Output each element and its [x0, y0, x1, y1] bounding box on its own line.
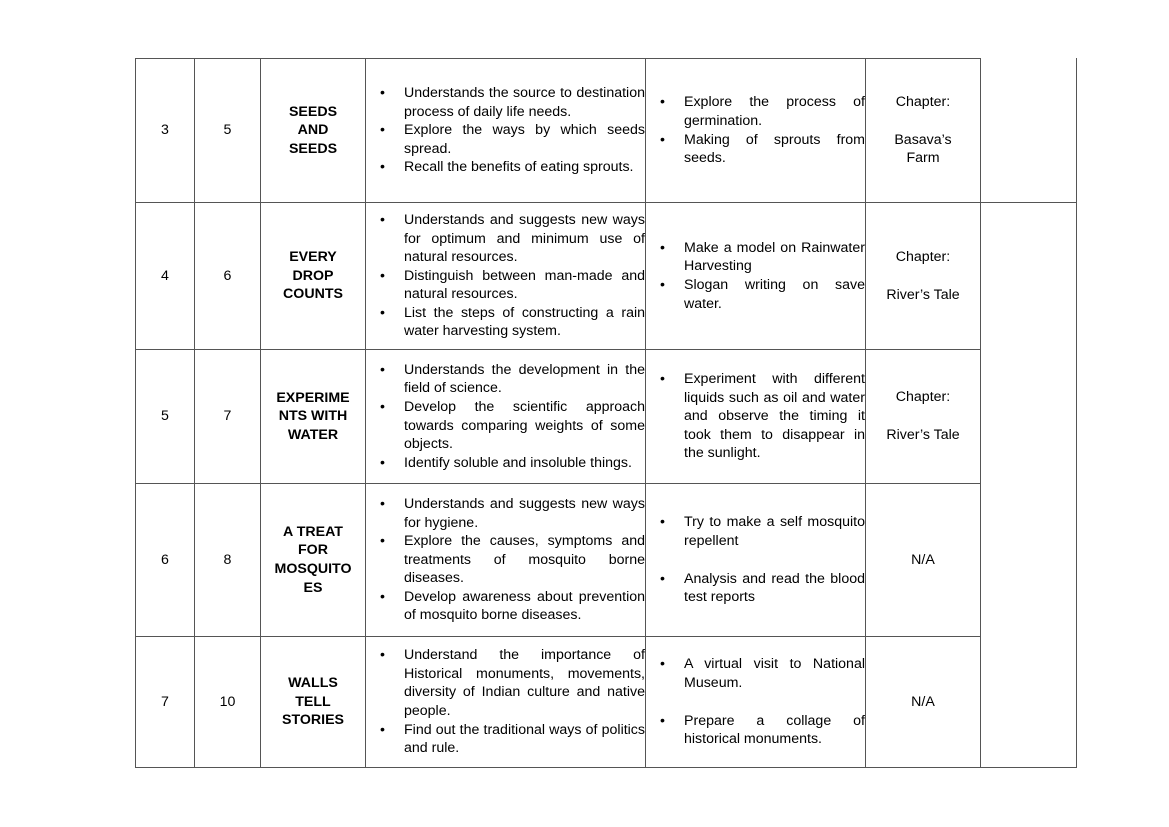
- table-row: [136, 350, 1077, 484]
- integration-cell: [866, 203, 981, 350]
- serial-number-cell: 7: [136, 637, 195, 768]
- learning-outcomes-cell: [366, 203, 646, 350]
- integration-value: River’s Tale: [886, 286, 960, 303]
- learning-outcomes-cell: [366, 59, 646, 203]
- table-row: [136, 203, 1077, 350]
- theme-cell: EVERY DROP COUNTS: [261, 203, 366, 350]
- activities-list: [646, 239, 865, 313]
- activities-list: [646, 93, 865, 167]
- theme-cell: WALLS TELL STORIES: [261, 637, 366, 768]
- serial-number-cell: 4: [136, 203, 195, 350]
- list-item: • Understands and suggests new ways for hygiene.: [366, 495, 645, 532]
- learning-outcomes-list: [366, 84, 645, 177]
- theme-cell: A TREAT FOR MOSQUITO ES: [261, 484, 366, 637]
- list-item: • Find out the traditional ways of politics and rule.: [366, 721, 645, 758]
- learning-outcomes-cell: [366, 484, 646, 637]
- activities-list: [646, 513, 865, 606]
- table-row: [136, 637, 1077, 768]
- blank-cell: [981, 203, 1077, 350]
- list-item: • List the steps of constructing a rain water harvesting system.: [366, 304, 645, 341]
- list-item: • Slogan writing on save water.: [646, 276, 865, 313]
- list-item: • Experiment with different liquids such as oil and water and observe the timing it took them to disappear in the sunlight.: [646, 370, 865, 463]
- integration-value: N/A: [911, 551, 935, 568]
- activities-cell: [646, 484, 866, 637]
- list-item: • Understands the development in the field of science.: [366, 361, 645, 398]
- serial-number-cell: 3: [136, 59, 195, 203]
- lesson-number-cell: 8: [195, 484, 261, 637]
- list-item: • Explore the ways by which seeds spread.: [366, 121, 645, 158]
- integration-label: Chapter:: [895, 94, 951, 111]
- list-item: • Recall the benefits of eating sprouts.: [366, 158, 645, 177]
- list-item: • Explore the process of germination.: [646, 93, 865, 130]
- serial-number-cell: 5: [136, 350, 195, 484]
- list-item: • Understands and suggests new ways for optimum and minimum use of natural resources.: [366, 211, 645, 267]
- learning-outcomes-list: [366, 361, 645, 473]
- activities-list: [646, 655, 865, 748]
- integration-value: N/A: [911, 693, 935, 710]
- lesson-number-cell: 10: [195, 637, 261, 768]
- learning-outcomes-cell: [366, 637, 646, 768]
- blank-cell: [981, 350, 1077, 484]
- integration-cell: [866, 637, 981, 768]
- integration-value: Basava’s Farm: [894, 131, 952, 167]
- table-row: [136, 484, 1077, 637]
- list-item: • A virtual visit to National Museum.: [646, 655, 865, 692]
- syllabus-table: [135, 58, 1077, 768]
- list-item: • Making of sprouts from seeds.: [646, 131, 865, 168]
- activities-cell: [646, 59, 866, 203]
- list-item: • Prepare a collage of historical monuments.: [646, 712, 865, 749]
- lesson-number-cell: 6: [195, 203, 261, 350]
- list-item: • Understands the source to destination process of daily life needs.: [366, 84, 645, 121]
- list-item: • Make a model on Rainwater Harvesting: [646, 239, 865, 276]
- lesson-number-cell: 7: [195, 350, 261, 484]
- activities-cell: [646, 637, 866, 768]
- list-item: • Develop awareness about prevention of mosquito borne diseases.: [366, 588, 645, 625]
- activities-cell: [646, 350, 866, 484]
- blank-cell: [981, 637, 1077, 768]
- integration-cell: [866, 59, 981, 203]
- learning-outcomes-list: [366, 495, 645, 625]
- serial-number-cell: 6: [136, 484, 195, 637]
- integration-value: River’s Tale: [886, 427, 960, 443]
- table-row: [136, 59, 1077, 203]
- learning-outcomes-list: [366, 211, 645, 341]
- integration-cell: [866, 484, 981, 637]
- activities-list: [646, 370, 865, 463]
- list-item: • Distinguish between man-made and natural resources.: [366, 267, 645, 304]
- list-item: • Explore the causes, symptoms and treatments of mosquito borne diseases.: [366, 532, 645, 588]
- theme-cell: SEEDS AND SEEDS: [261, 59, 366, 203]
- list-item: • Develop the scientific approach towards comparing weights of some objects.: [366, 398, 645, 454]
- list-item: • Identify soluble and insoluble things.: [366, 454, 645, 473]
- right-border-line: [1076, 58, 1077, 202]
- blank-cell: [981, 484, 1077, 637]
- integration-label: Chapter:: [895, 248, 951, 265]
- list-item: • Analysis and read the blood test reports: [646, 570, 865, 607]
- activities-cell: [646, 203, 866, 350]
- list-item: • Understand the importance of Historical monuments, movements, diversity of Indian culture and native people.: [366, 646, 645, 720]
- learning-outcomes-cell: [366, 350, 646, 484]
- lesson-number-cell: 5: [195, 59, 261, 203]
- list-item: • Try to make a self mosquito repellent: [646, 513, 865, 550]
- integration-cell: [866, 350, 981, 484]
- learning-outcomes-list: [366, 646, 645, 758]
- theme-cell: EXPERIME NTS WITH WATER: [261, 350, 366, 484]
- integration-label: Chapter:: [895, 389, 951, 406]
- blank-cell: [981, 59, 1077, 203]
